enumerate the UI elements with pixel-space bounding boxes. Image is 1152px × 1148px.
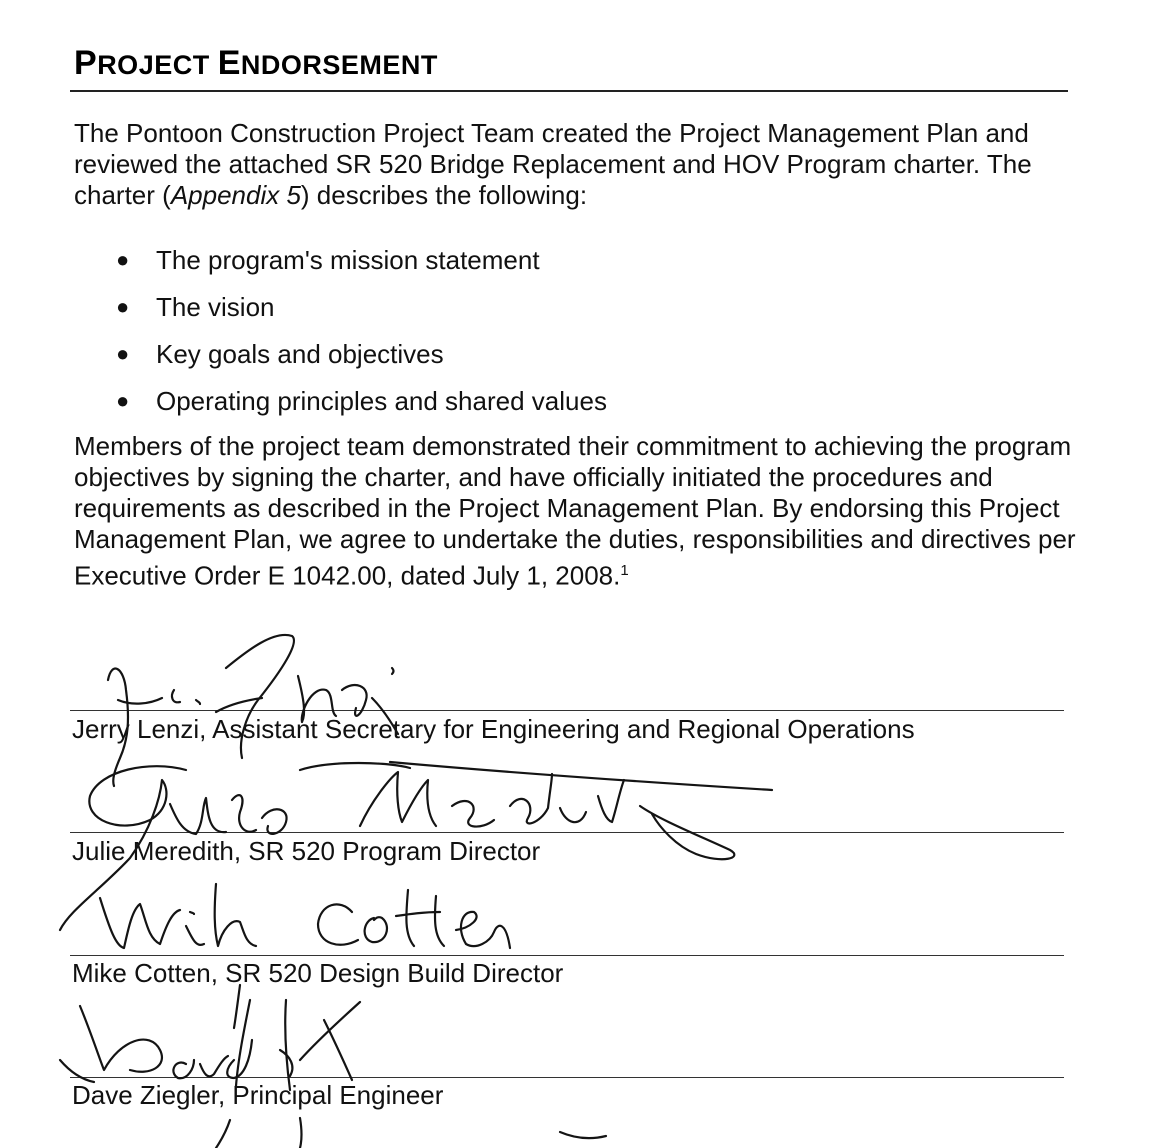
signatory-name-1: Jerry Lenzi, Assistant Secretary for Engineering and Regional Operations	[72, 714, 915, 744]
bullet-icon: ●	[116, 388, 130, 413]
signatory-name-4: Dave Ziegler, Principal Engineer	[72, 1080, 444, 1110]
signatory-name-3: Mike Cotten, SR 520 Design Build Director	[72, 958, 564, 988]
list-item-text: The vision	[156, 292, 275, 322]
heading-smallcaps-1: ROJECT	[97, 50, 218, 80]
signature-ziegler	[60, 1000, 606, 1148]
footnote-marker: 1	[620, 562, 629, 579]
list-item-text: The program's mission statement	[156, 245, 540, 275]
bullet-icon: ●	[116, 247, 130, 272]
bullet-icon: ●	[116, 294, 130, 319]
bullet-icon: ●	[116, 341, 130, 366]
signature-cotten	[100, 884, 510, 1028]
heading-smallcaps-2: NDORSEMENT	[240, 50, 438, 80]
list-item-text: Key goals and objectives	[156, 339, 444, 369]
signatory-name-2: Julie Meredith, SR 520 Program Director	[72, 836, 541, 866]
list-item-text: Operating principles and shared values	[156, 386, 607, 416]
commitment-text: Members of the project team demonstrated their commitment to achieving the program objectives by signing the charter, and have officially initiated the procedures and requirements as described in the Project Management Plan. By endorsing this Project Management Plan, we agree to undertake the duties, responsibilities and directives per Executive Order E 1042.00, dated July 1, 2008.	[74, 431, 1076, 591]
intro-text-1: The Pontoon Construction Project Team created the Project Management Plan and reviewed the attached SR 520 Bridge Replacement and HOV Program charter. The charter (	[74, 118, 1032, 210]
appendix-reference: Appendix 5	[170, 180, 301, 210]
heading-initial-2: E	[217, 44, 241, 82]
intro-text-2: ) describes the following:	[300, 180, 588, 210]
heading-initial-1: P	[74, 44, 98, 82]
signature-meredith	[60, 762, 772, 930]
